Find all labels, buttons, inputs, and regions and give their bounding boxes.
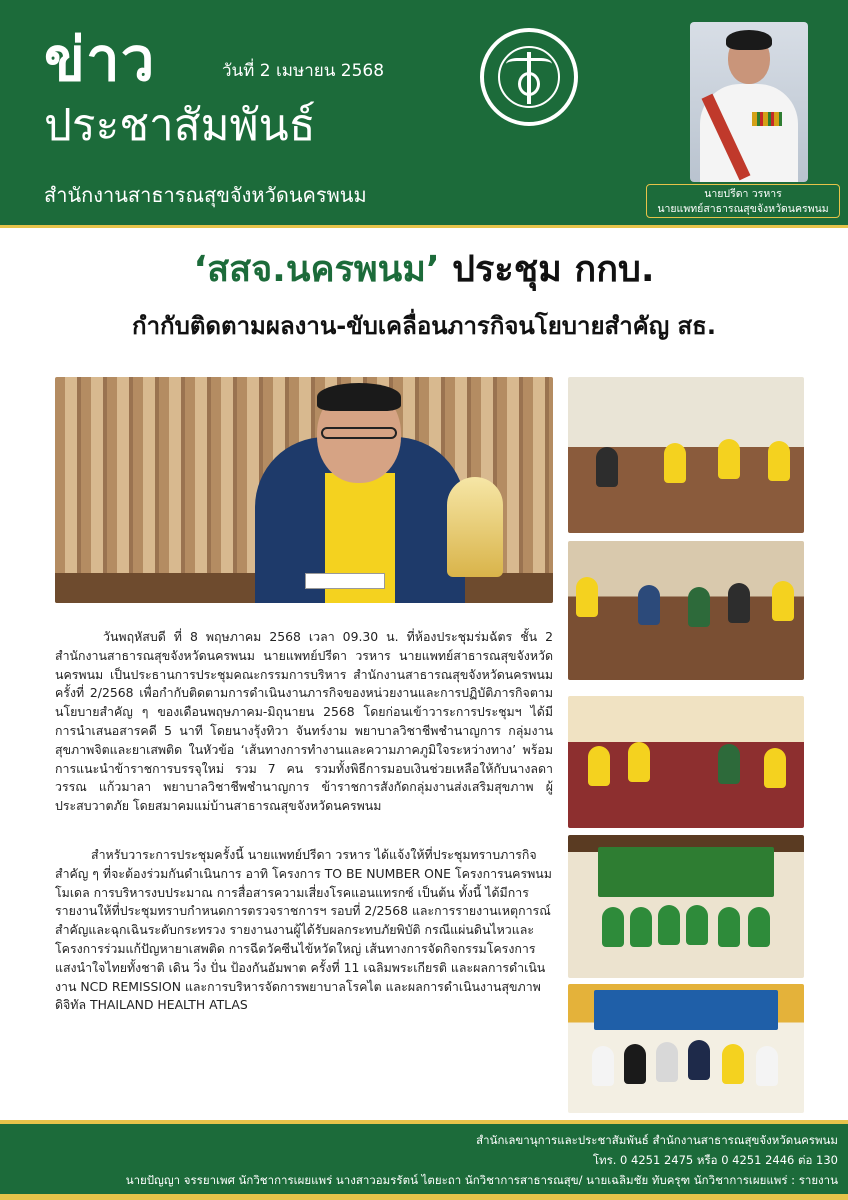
header-banner bbox=[0, 0, 848, 228]
photo-person bbox=[718, 439, 740, 479]
board-meeting-banner bbox=[594, 990, 778, 1030]
side-photo-donation bbox=[568, 835, 804, 978]
headline-rest: ประชุม กกบ. bbox=[439, 249, 655, 290]
photo-person bbox=[718, 907, 740, 947]
ministry-logo bbox=[480, 28, 578, 126]
article-subheadline: กำกับติดตามผลงาน-ขับเคลื่อนภารกิจนโยบายสำคัญ สธ. bbox=[132, 312, 716, 340]
portrait-medals bbox=[752, 112, 782, 126]
caduceus-wing-icon bbox=[506, 58, 528, 70]
photo-person bbox=[602, 907, 624, 947]
side-photo-meeting-3 bbox=[568, 696, 804, 828]
photo-person bbox=[764, 748, 786, 788]
title-news: ข่าว bbox=[44, 25, 156, 95]
issue-date: วันที่ 2 เมษายน 2568 bbox=[222, 61, 385, 81]
photo-person bbox=[588, 746, 610, 786]
official-nameplate bbox=[646, 184, 840, 218]
photo-person bbox=[688, 587, 710, 627]
photo-person bbox=[592, 1046, 614, 1086]
photo-glasses bbox=[321, 427, 397, 439]
footer-divider bbox=[0, 1120, 848, 1124]
photo-person bbox=[576, 577, 598, 617]
photo-person bbox=[664, 443, 686, 483]
article-headline bbox=[0, 244, 848, 296]
photo-person bbox=[768, 441, 790, 481]
photo-person bbox=[772, 581, 794, 621]
article-paragraph-1: วันพฤหัสบดี ที่ 8 พฤษภาคม 2568 เวลา 09.30 น. ที่ห้องประชุมร่มฉัตร ชั้น 2 สำนักงานสาธารณสุขจังหวัดนครพนม นายแพทย์ปรีดา วรหาร นายแพทย์สาธารณสุขจังหวัดนครพนม เป็นประธานการประชุมคณะกรรมการบริหาร สำนักงานสาธารณสุขจังหวัดนครพนม ครั้งที่ 2/2568 เพื่อกำกับติดตามการดำเนินงานภารกิจของหน่วยงานและการปฏิบัติภารกิจตามนโยบายสำคัญ ๆ ของเดือนพฤษภาคม-มิถุนายน 2568 โดยก่อนเข้าวาระการประชุมฯ ได้มีการนำเสนอสารคดี 5 นาที โดยนางรุ้งทิวา จันทร์งาม พยาบาลวิชาชีพชำนาญการ กลุ่มงานสุขภาพจิตและยาเสพติด ในหัวข้อ ‘เส้นทางการทำงานและความภาคภูมิใจระหว่างทาง’ พร้อมการแนะนำข้าราชการบรรจุใหม่ รวม 7 คน รวมทั้งพิธีการมอบเงินช่วยเหลือให้กับนางลดาวรรณ แก้วมาลา พยาบาลวิชาชีพชำนาญการ ข้าราชการสังกัดกลุ่มงานส่งเสริมสุขภาพ ผู้ประสบวาตภัย โดยสมาคมแม่บ้านสาธารณสุขจังหวัดนครพนม bbox=[55, 629, 553, 814]
title-public-relations: ประชาสัมพันธ์ bbox=[44, 100, 316, 151]
footer-office: สำนักเลขานุการและประชาสัมพันธ์ สำนักงานสาธารณสุขจังหวัดนครพนม bbox=[476, 1133, 838, 1147]
main-photo-chairman bbox=[55, 377, 553, 603]
photo-person bbox=[630, 907, 652, 947]
photo-person bbox=[686, 905, 708, 945]
photo-emblem bbox=[447, 477, 503, 577]
photo-person-hair bbox=[317, 383, 401, 411]
photo-person bbox=[718, 744, 740, 784]
photo-person bbox=[748, 907, 770, 947]
donation-banner bbox=[598, 847, 774, 897]
footer-reporters: นายปัญญา จรรยาเพศ นักวิชาการเผยแพร่ นางสาวอมรรัตน์ ไตยะถา นักวิชาการสาธารณสุข/ นายเฉลิมชัย ทับครุฑ นักวิชาการเผยแพร่ : รายงาน bbox=[125, 1173, 838, 1187]
photo-person bbox=[728, 583, 750, 623]
photo-person bbox=[688, 1040, 710, 1080]
portrait-hair bbox=[726, 30, 772, 50]
photo-person bbox=[722, 1044, 744, 1084]
photo-person bbox=[658, 905, 680, 945]
side-photo-group bbox=[568, 984, 804, 1113]
photo-person bbox=[624, 1044, 646, 1084]
caduceus-wing-icon bbox=[530, 58, 552, 70]
header-divider bbox=[0, 225, 848, 228]
footer-banner bbox=[0, 1120, 848, 1200]
headline-accent: ‘สสจ.นครพนม’ bbox=[193, 249, 440, 290]
photo-person bbox=[628, 742, 650, 782]
footer-bottom-stripe bbox=[0, 1194, 848, 1200]
official-portrait bbox=[690, 22, 808, 182]
photo-person bbox=[656, 1042, 678, 1082]
caduceus-snake-icon bbox=[518, 72, 540, 96]
photo-person bbox=[756, 1046, 778, 1086]
article-paragraph-2: สำหรับวาระการประชุมครั้งนี้ นายแพทย์ปรีดา วรหาร ได้แจ้งให้ที่ประชุมทราบภารกิจสำคัญ ๆ ที่จะต้องร่วมกันดำเนินการ อาทิ โครงการ TO BE NUMBER ONE โครงการนครพนมโมเดล การบริหารงบประมาณ การสื่อสารความเสี่ยงโรคแอนแทรกซ์ เป็นต้น ทั้งนี้ ได้มีการรายงานให้ที่ประชุมทราบกำหนดการตรวจราชการฯ รอบที่ 2/2568 และการรายงานเหตุการณ์สำคัญและฉุกเฉินระดับกระทรวง รายงานงานผู้ได้รับผลกระทบภัยพิบัติ กรณีแผ่นดินไหวและโครงการร่วมแก้ปัญหายาเสพติด การฉีดวัคซีนไข้หวัดใหญ่ เส้นทางการจัดกิจกรรมโครงการแสงนำใจไทยทั้งชาติ เดิน วิ่ง ปั่น ป้องกันอัมพาต ครั้งที่ 11 เฉลิมพระเกียรติ และผลการดำเนินงาน NCD REMISSION และการบริหารจัดการพยาบาลโรคไต และผลการดำเนินงานสุขภาพดิจิทัล THAILAND HEALTH ATLAS bbox=[55, 847, 552, 1013]
official-name: นายปรีดา วรหาร bbox=[704, 188, 782, 200]
photo-person bbox=[638, 585, 660, 625]
organization-name: สำนักงานสาธารณสุขจังหวัดนครพนม bbox=[44, 183, 367, 207]
official-title: นายแพทย์สาธารณสุขจังหวัดนครพนม bbox=[657, 203, 829, 215]
side-photo-meeting-2 bbox=[568, 541, 804, 680]
side-photo-meeting-1 bbox=[568, 377, 804, 533]
photo-person bbox=[596, 447, 618, 487]
photo-nameplate bbox=[305, 573, 385, 589]
footer-phone: โทร. 0 4251 2475 หรือ 0 4251 2446 ต่อ 130 bbox=[592, 1153, 838, 1167]
